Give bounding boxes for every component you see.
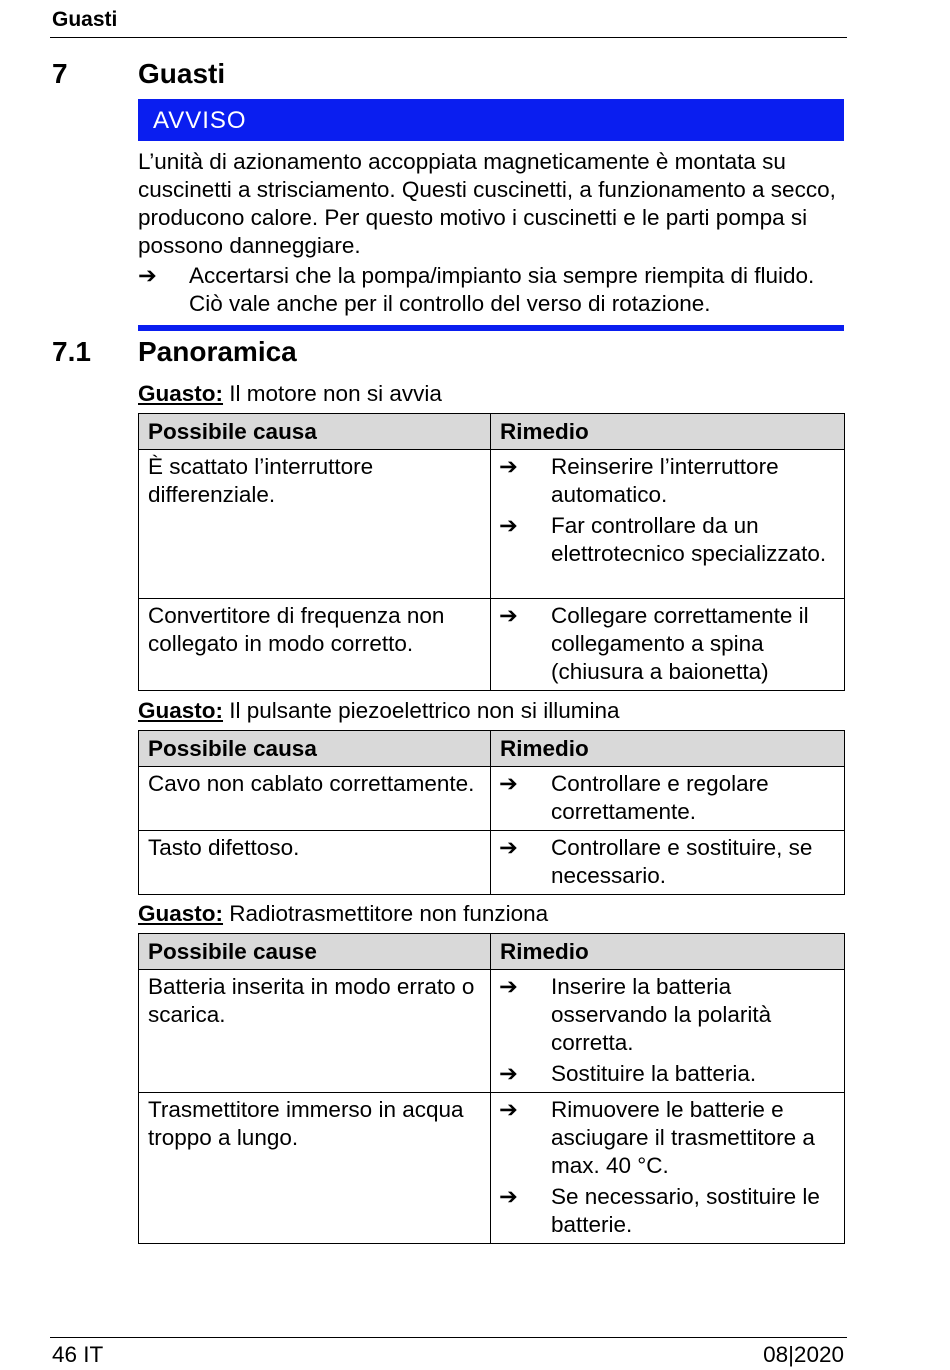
- notice-banner: [138, 99, 844, 141]
- cause-cell: Trasmettitore immerso in acqua troppo a lungo.: [139, 1093, 491, 1244]
- fault-table: [138, 730, 845, 895]
- notice-instruction-text: Accertarsi che la pompa/impianto sia sempre riempita di fluido. Ciò vale anche per il controllo del verso di rotazione.: [189, 263, 815, 316]
- page-number: 46 IT: [52, 1342, 104, 1367]
- cause-cell: Tasto difettoso.: [139, 831, 491, 895]
- table-row: [139, 599, 845, 691]
- running-header: Guasti: [52, 8, 118, 31]
- remedy-text: Se necessario, sostituire le batterie.: [551, 1184, 820, 1237]
- remedy-item: [497, 1096, 838, 1180]
- column-header-cause: Possibile causa: [139, 414, 491, 450]
- remedy-item: [497, 512, 838, 568]
- footer-rule: [50, 1337, 847, 1338]
- remedy-text: Far controllare da un elettrotecnico specializzato.: [551, 513, 827, 566]
- column-header-remedy: Rimedio: [491, 414, 845, 450]
- edition-date: 08|2020: [763, 1342, 844, 1367]
- table-row: [139, 450, 845, 599]
- remedy-cell: [491, 450, 845, 599]
- notice-text: L’unità di azionamento accoppiata magneticamente è montata su cuscinetti a strisciamento. Questi cuscinetti, a funzionamento a secco, producono calore. Per questo motivo i cuscinetti e le parti pompa si possono danneggiare.: [138, 149, 836, 258]
- fault-label: Guasto:: [138, 901, 224, 926]
- remedy-item: [497, 1060, 838, 1088]
- remedy-item: [497, 602, 838, 686]
- table-row: [139, 1093, 845, 1244]
- column-header-remedy: Rimedio: [491, 731, 845, 767]
- table-row: [139, 767, 845, 831]
- remedy-text: Controllare e regolare correttamente.: [551, 771, 769, 824]
- remedy-text: Sostituire la batteria.: [551, 1061, 757, 1086]
- fault-title: [138, 901, 548, 927]
- arrow-right-icon: ➔: [499, 835, 518, 860]
- arrow-right-icon: ➔: [499, 1184, 518, 1209]
- fault-title: [138, 698, 619, 724]
- fault-description: Radiotrasmettitore non funziona: [223, 901, 549, 926]
- section-number: 7.1: [52, 336, 91, 367]
- chapter-number: 7: [52, 58, 68, 89]
- cause-cell: Convertitore di frequenza non collegato in modo corretto.: [139, 599, 491, 691]
- notice-end-rule: [138, 325, 844, 331]
- cause-cell: Cavo non cablato correttamente.: [139, 767, 491, 831]
- arrow-right-icon: ➔: [499, 771, 518, 796]
- remedy-text: Controllare e sostituire, se necessario.: [551, 835, 813, 888]
- remedy-cell: [491, 767, 845, 831]
- fault-label: Guasto:: [138, 381, 224, 406]
- column-header-cause: Possibile cause: [139, 934, 491, 970]
- fault-title: [138, 381, 442, 407]
- notice-label: AVVISO: [153, 107, 247, 134]
- fault-description: Il pulsante piezoelettrico non si illumina: [223, 698, 620, 723]
- fault-table: [138, 933, 845, 1244]
- cause-cell: Batteria inserita in modo errato o scarica.: [139, 970, 491, 1093]
- remedy-cell: [491, 970, 845, 1093]
- arrow-right-icon: ➔: [499, 513, 518, 538]
- arrow-right-icon: ➔: [499, 1061, 518, 1086]
- remedy-item: [497, 1183, 838, 1239]
- fault-table: [138, 413, 845, 691]
- remedy-item: [497, 770, 838, 826]
- cause-cell: È scattato l’interruttore differenziale.: [139, 450, 491, 599]
- remedy-item: [497, 834, 838, 890]
- column-header-remedy: Rimedio: [491, 934, 845, 970]
- remedy-text: Rimuovere le batterie e asciugare il trasmettitore a max. 40 °C.: [551, 1097, 815, 1178]
- table-row: [139, 831, 845, 895]
- column-header-cause: Possibile causa: [139, 731, 491, 767]
- remedy-item: [497, 453, 838, 509]
- remedy-cell: [491, 1093, 845, 1244]
- remedy-text: Collegare correttamente il collegamento a spina (chiusura a baionetta): [551, 603, 809, 684]
- arrow-right-icon: ➔: [499, 1097, 518, 1122]
- remedy-cell: [491, 599, 845, 691]
- arrow-right-icon: ➔: [499, 603, 518, 628]
- arrow-right-icon: ➔: [499, 454, 518, 479]
- section-title: Panoramica: [138, 336, 297, 367]
- chapter-title: Guasti: [138, 58, 226, 89]
- arrow-right-icon: ➔: [138, 263, 157, 288]
- header-rule: [50, 37, 847, 38]
- arrow-right-icon: ➔: [499, 974, 518, 999]
- remedy-text: Inserire la batteria osservando la polarità corretta.: [551, 974, 772, 1055]
- remedy-text: Reinserire l’interruttore automatico.: [551, 454, 779, 507]
- table-row: [139, 970, 845, 1093]
- remedy-cell: [491, 831, 845, 895]
- remedy-item: [497, 973, 838, 1057]
- fault-label: Guasto:: [138, 698, 224, 723]
- fault-description: Il motore non si avvia: [223, 381, 442, 406]
